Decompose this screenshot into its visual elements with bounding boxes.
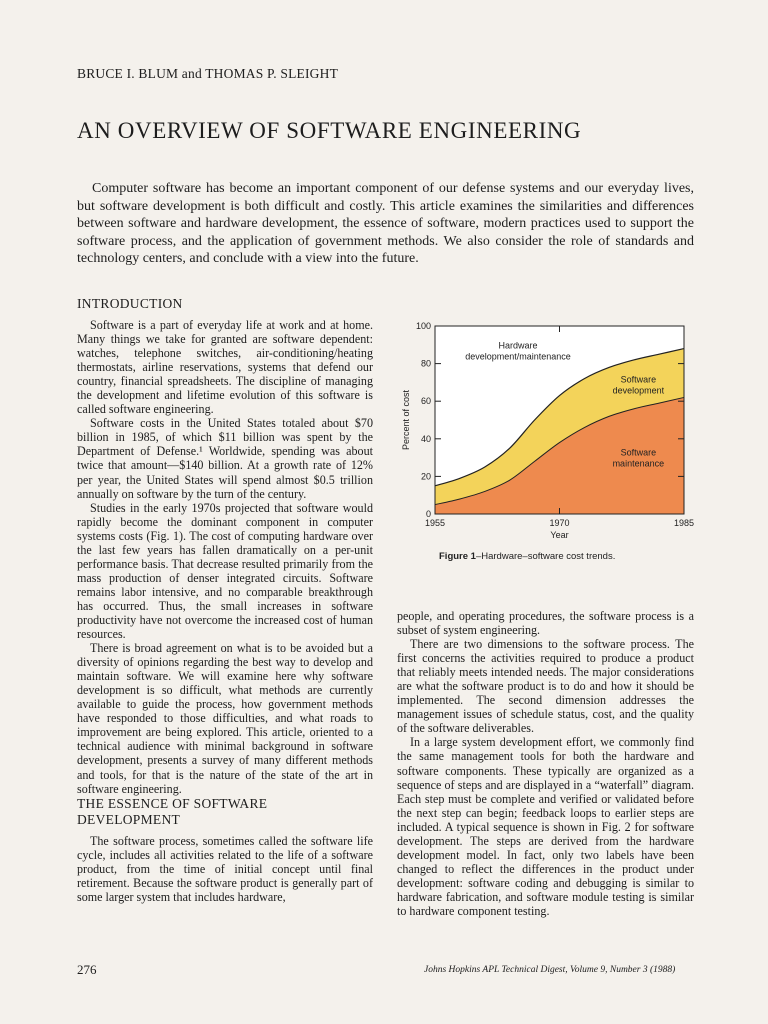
development-series-label: development — [612, 385, 665, 396]
paragraph: Studies in the early 1970s projected that software would rapidly become the dominant component in computer systems costs (Fig. 1). The cost of computing hardware over the last few years has fallen dramatically on a per-unit performance basis. That decrease resulted primarily from the mass production of denser integrated circuits. Software remains labor intensive, and no comparable breakthrough has occurred. Thus, the small increases in software productivity have not overcome the increased cost of human resources. — [77, 500, 373, 642]
article-title: AN OVERVIEW OF SOFTWARE ENGINEERING — [77, 118, 582, 143]
y-axis-label: Percent of cost — [401, 389, 411, 451]
paragraph: There is broad agreement on what is to be avoided but a diversity of opinions regarding the best way to develop and maintain software. We will examine here why software development is so difficult, what methods are currently available to guide the process, how government methods have responded to those difficulties, and what roads to improvement are being explored. This article, oriented to a technical audience with minimal background in software development, presents a survey of many different methods and tools, for that is the nature of the state of the art in software engineering. — [77, 641, 373, 796]
y-tick-label: 100 — [415, 321, 431, 331]
section-heading-line: THE ESSENCE OF SOFTWARE — [77, 795, 268, 811]
paragraph: There are two dimensions to the software process. The first concerns the activities required to produce a product that reliably meets intended needs. The major considerations are what the software product is to do and how it should be implemented. The second dimension addresses the management issues of schedule status, cost, and the quality of the software deliverables. — [397, 637, 694, 736]
x-tick-label: 1985 — [673, 518, 695, 528]
figure-1-chart — [396, 318, 696, 570]
y-tick-label: 20 — [420, 471, 431, 482]
author-line: BRUCE I. BLUM and THOMAS P. SLEIGHT — [77, 66, 339, 81]
paragraph: In a large system development effort, we commonly find the same management tools for both the hardware and software components. These typically are organized as a sequence of steps and are displayed in a “waterfall” diagram. Each step must be complete and verified or validated before the next step can begin; feedback loops to earlier steps are included. A typical sequence is shown in Fig. 2 for software development. The steps are derived from the hardware development model. In fact, only two labels have been changed to reflect the differences in the product under development: software coding and debugging is similar to hardware fabrication, and software module testing is similar to hardware component testing. — [397, 735, 694, 918]
paragraph: Software is a part of everyday life at work and at home. Many things we take for granted are software dependent: watches, telephone switches, air-conditioning/heating thermostats, airline reservations, systems that defend our country, financial spreadsheets. The discipline of managing the development and lifetime evolution of this software is called software engineering. — [77, 318, 373, 417]
right-column — [397, 609, 694, 918]
y-tick-label: 80 — [420, 358, 431, 369]
y-tick-label: 40 — [420, 433, 431, 444]
paragraph: The software process, sometimes called the software life cycle, includes all activities related to the life of a software product, from the time of initial concept until final retirement. Because the software product is generally part of some larger system that includes hardware, — [77, 833, 373, 904]
abstract: Computer software has become an important component of our defense systems and our everyday lives, but software development is both difficult and costly. This article examines the similarities and differences between software and hardware development, the essence of software, modern practices used to support the software process, and the application of government methods. We also consider the role of standards and technology centers, and conclude with a view into the future. — [77, 181, 694, 266]
paragraph: Software costs in the United States totaled about $70 billion in 1985, of which $11 billion was spent by the Department of Defense.¹ Worldwide, spending was about twice that amount—$140 billion. At a growth rate of 12% per year, the United States will spend almost $0.5 trillion annually on software by the turn of the century. — [77, 416, 373, 501]
cost-trend-chart — [396, 318, 696, 550]
y-tick-label: 0 — [425, 509, 431, 519]
page-number: 276 — [77, 962, 97, 977]
x-tick-label: 1955 — [424, 518, 446, 528]
journal-footer: Johns Hopkins APL Technical Digest, Volume 9, Number 3 (1988) — [424, 965, 676, 975]
development-series-label: Software — [620, 374, 657, 385]
left-column — [77, 296, 373, 904]
hardware-series-label: Hardware — [498, 340, 538, 351]
figure-caption — [439, 551, 615, 562]
maintenance-series-label: maintenance — [612, 458, 665, 469]
section-heading-essence — [77, 796, 373, 828]
figure-caption-label: Figure 1 — [439, 551, 476, 562]
x-tick-label: 1970 — [549, 518, 570, 528]
y-tick-label: 60 — [420, 396, 431, 407]
paragraph: people, and operating procedures, the software process is a subset of system engineering. — [397, 609, 694, 638]
figure-caption-text: –Hardware–software cost trends. — [475, 551, 616, 562]
hardware-series-label: development/maintenance — [465, 351, 571, 362]
section-heading-introduction: INTRODUCTION — [77, 296, 183, 311]
maintenance-series-label: Software — [620, 447, 657, 458]
section-heading-line: DEVELOPMENT — [77, 811, 181, 827]
x-axis-label: Year — [550, 530, 569, 540]
